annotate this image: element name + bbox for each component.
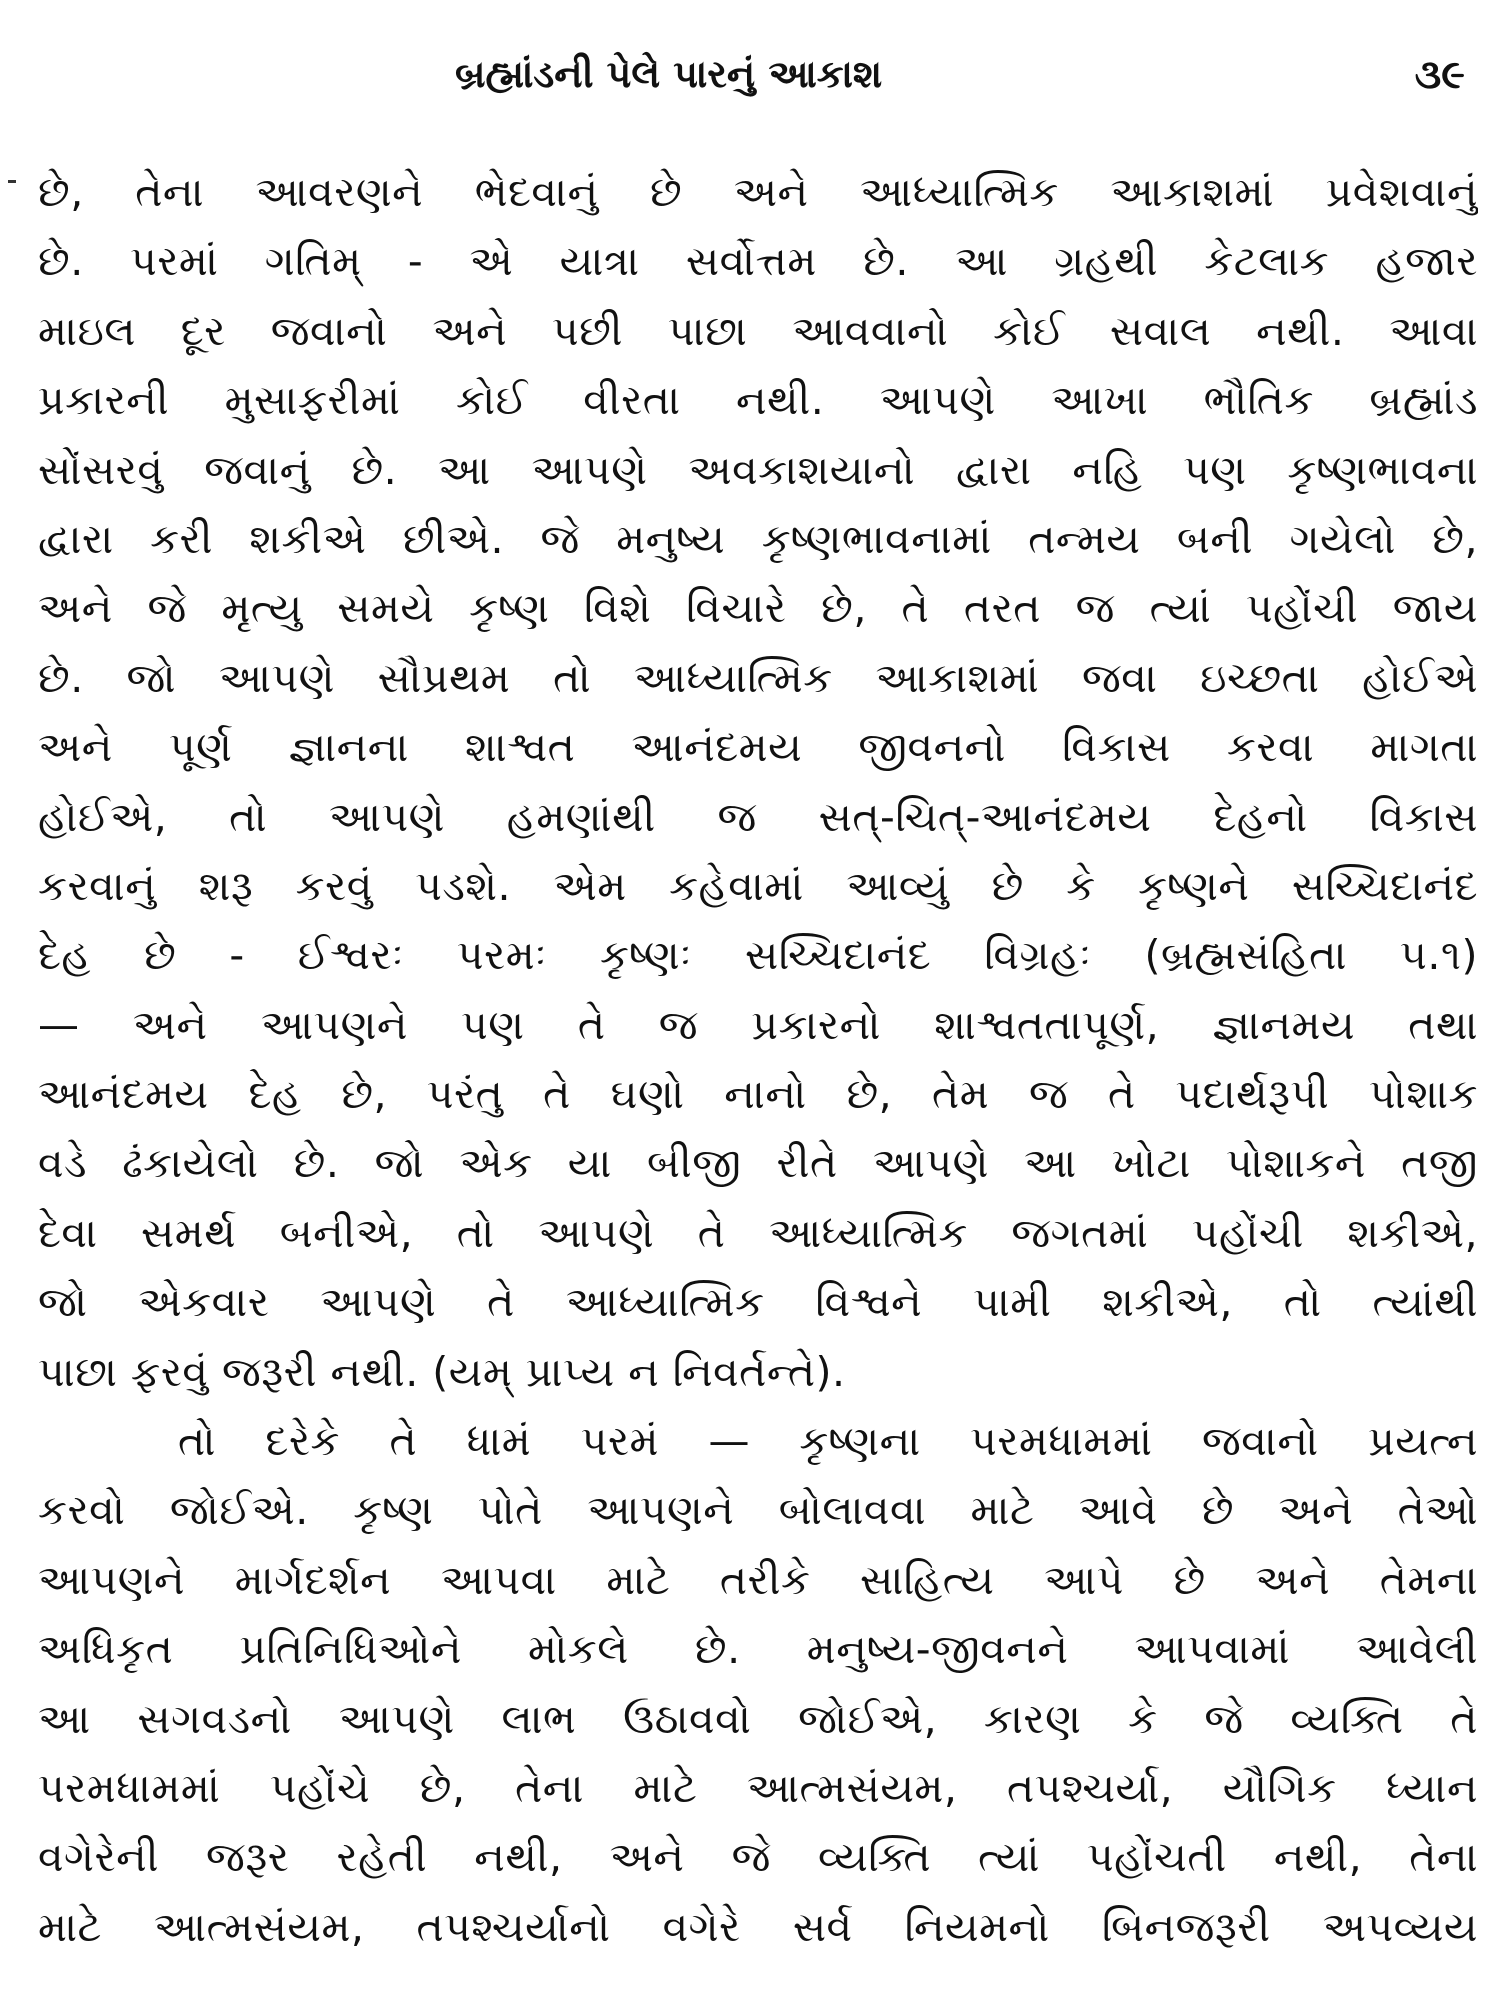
margin-mark bbox=[8, 180, 16, 183]
text-line: માઇલ દૂર જવાનો અને પછી પાછા આવવાનો કોઈ સવાલ નથી. આવા bbox=[38, 306, 1478, 355]
paragraph-start-line: તો દરેકે તે ધામં પરમં — કૃષ્ણના પરમધામમાં જવાનો પ્રયત્ન bbox=[178, 1417, 1478, 1466]
text-line: આનંદમય દેહ છે, પરંતુ તે ઘણો નાનો છે, તેમ જ તે પદાર્થરૂપી પોશાક bbox=[38, 1070, 1478, 1119]
text-line: વગેરેની જરૂર રહેતી નથી, અને જે વ્યક્તિ ત્યાં પહોંચતી નથી, તેના bbox=[38, 1833, 1478, 1882]
text-line: પ્રકારની મુસાફરીમાં કોઈ વીરતા નથી. આપણે આખા ભૌતિક બ્રહ્માંડ bbox=[38, 376, 1478, 425]
text-line: છે. જો આપણે સૌપ્રથમ તો આધ્યાત્મિક આકાશમાં જવા ઇચ્છતા હોઈએ bbox=[38, 653, 1478, 702]
text-line: જો એકવાર આપણે તે આધ્યાત્મિક વિશ્વને પામી શકીએ, તો ત્યાંથી bbox=[38, 1278, 1478, 1327]
text-line: અને પૂર્ણ જ્ઞાનના શાશ્વત આનંદમય જીવનનો વિકાસ કરવા માગતા bbox=[38, 723, 1478, 772]
text-line: વડે ઢંકાયેલો છે. જો એક યા બીજી રીતે આપણે આ ખોટા પોશાકને તજી bbox=[38, 1139, 1478, 1188]
text-line: દેહ છે - ઈશ્વરઃ પરમઃ કૃષ્ણઃ સચ્ચિદાનંદ વિગ્રહઃ (બ્રહ્મસંહિતા ૫.૧) bbox=[38, 931, 1478, 980]
text-line: દ્વારા કરી શકીએ છીએ. જે મનુષ્ય કૃષ્ણભાવનામાં તન્મય બની ગયેલો છે, bbox=[38, 514, 1478, 563]
text-line: આ સગવડનો આપણે લાભ ઉઠાવવો જોઈએ, કારણ કે જે વ્યક્તિ તે bbox=[38, 1694, 1478, 1743]
text-line: કરવો જોઈએ. કૃષ્ણ પોતે આપણને બોલાવવા માટે આવે છે અને તેઓ bbox=[38, 1486, 1478, 1535]
body-text bbox=[38, 158, 1478, 1962]
text-line: પાછા ફરવું જરૂરી નથી. (યમ્ પ્રાપ્ય ન નિવર્તન્તે). bbox=[38, 1347, 846, 1396]
page-number: ૩૯ bbox=[1414, 52, 1465, 98]
text-line: કરવાનું શરૂ કરવું પડશે. એમ કહેવામાં આવ્યું છે કે કૃષ્ણને સચ્ચિદાનંદ bbox=[38, 861, 1478, 910]
text-line: પરમધામમાં પહોંચે છે, તેના માટે આત્મસંયમ, તપશ્ચર્યા, યૌગિક ધ્યાન bbox=[38, 1763, 1478, 1812]
text-line: છે, તેના આવરણને ભેદવાનું છે અને આધ્યાત્મિક આકાશમાં પ્રવેશવાનું bbox=[38, 168, 1478, 216]
text-line: સોંસરવું જવાનું છે. આ આપણે અવકાશયાનો દ્વારા નહિ પણ કૃષ્ણભાવના bbox=[38, 445, 1478, 494]
running-header bbox=[0, 52, 1500, 112]
text-line: છે. પરમાં ગતિમ્ - એ યાત્રા સર્વોત્તમ છે. આ ગ્રહથી કેટલાક હજાર bbox=[38, 237, 1478, 286]
text-line: આપણને માર્ગદર્શન આપવા માટે તરીકે સાહિત્ય આપે છે અને તેમના bbox=[38, 1555, 1478, 1604]
text-line: હોઈએ, તો આપણે હમણાંથી જ સત્-ચિત્-આનંદમય દેહનો વિકાસ bbox=[38, 792, 1478, 841]
text-line: માટે આત્મસંયમ, તપશ્ચર્યાનો વગેરે સર્વ નિયમનો બિનજરૂરી અપવ્યય bbox=[38, 1902, 1478, 1951]
text-line: અને જે મૃત્યુ સમયે કૃષ્ણ વિશે વિચારે છે, તે તરત જ ત્યાં પહોંચી જાય bbox=[38, 584, 1478, 633]
text-line: અધિકૃત પ્રતિનિધિઓને મોકલે છે. મનુષ્ય-જીવનને આપવામાં આવેલી bbox=[38, 1625, 1478, 1674]
text-line: — અને આપણને પણ તે જ પ્રકારનો શાશ્વતતાપૂર્ણ, જ્ઞાનમય તથા bbox=[38, 1000, 1478, 1049]
text-line: દેવા સમર્થ બનીએ, તો આપણે તે આધ્યાત્મિક જગતમાં પહોંચી શકીએ, bbox=[38, 1208, 1478, 1257]
running-title: બ્રહ્માંડની પેલે પારનું આકાશ bbox=[455, 52, 883, 96]
